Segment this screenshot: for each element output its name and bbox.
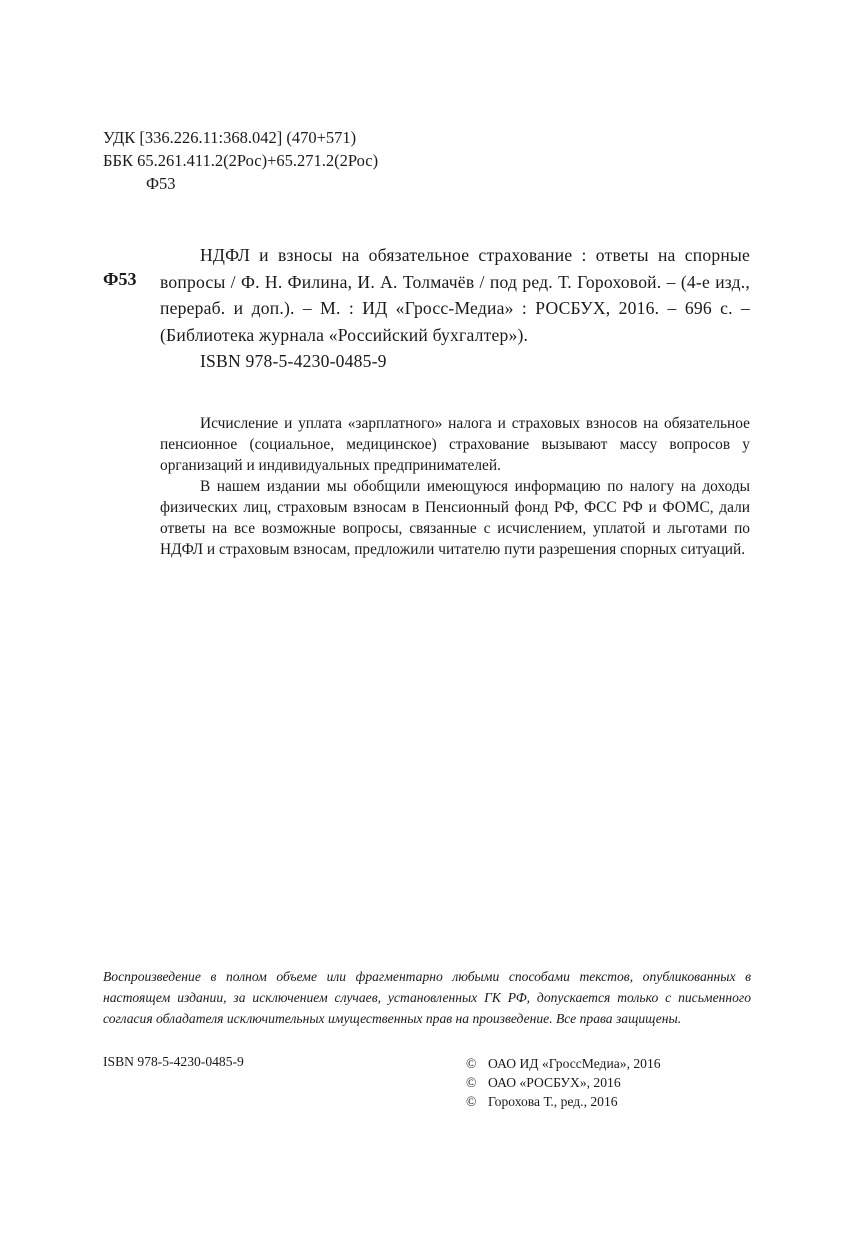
annotation bbox=[160, 413, 750, 560]
copyright-holder: ОАО ИД «ГроссМедиа», 2016 bbox=[488, 1056, 661, 1071]
copyright-line bbox=[466, 1054, 661, 1073]
copyright-list bbox=[466, 1054, 661, 1111]
copyright-holder: Горохова Т., ред., 2016 bbox=[488, 1094, 618, 1109]
bibliographic-entry bbox=[160, 242, 750, 375]
copyright-icon: © bbox=[466, 1075, 477, 1090]
bibliographic-description: НДФЛ и взносы на обязательное страхование : ответы на спорные вопросы / Ф. Н. Филина, И. А. Толмачёв / под ред. Т. Гороховой. – (4-е изд., перераб. и доп.). – М. : ИД «Гросс-Медиа» : РОСБУХ, 2016. – 696 с. – (Библиотека журнала «Российский бухгалтер»). bbox=[160, 245, 750, 345]
annotation-paragraph-2: В нашем издании мы обобщили имеющуюся информацию по налогу на доходы физических лиц, страховым взносам в Пенсионный фонд РФ, ФСС РФ и ФОМС, дали ответы на все возможные вопросы, связанные с исчислением, уплатой и льготами по НДФЛ и страховым взносам, предложили читателю пути разрешения спорных ситуаций. bbox=[160, 478, 750, 558]
classification-block bbox=[103, 126, 378, 195]
annotation-paragraph-1: Исчисление и уплата «зарплатного» налога и страховых взносов на обязательное пенсионное (социальное, медицинское) страхование вызывают массу вопросов у организаций и индивидуальных предпринимателей. bbox=[160, 415, 750, 474]
copyright-icon: © bbox=[466, 1094, 477, 1109]
side-author-mark: Ф53 bbox=[103, 269, 137, 289]
bbk-code: ББК 65.261.411.2(2Рос)+65.271.2(2Рос) bbox=[103, 151, 379, 170]
copyright-holder: ОАО «РОСБУХ», 2016 bbox=[488, 1075, 621, 1090]
copyright-line bbox=[466, 1092, 661, 1111]
copyright-line bbox=[466, 1073, 661, 1092]
author-mark: Ф53 bbox=[146, 174, 176, 193]
copyright-icon: © bbox=[466, 1056, 477, 1071]
bibliographic-isbn: ISBN 978-5-4230-0485-9 bbox=[200, 351, 387, 371]
udk-code: УДК [336.226.11:368.042] (470+571) bbox=[103, 128, 357, 147]
rights-notice: Воспроизведение в полном объеме или фрагментарно любыми способами текстов, опубликованных в настоящем издании, за исключением случаев, установленных ГК РФ, допускается только с письменного согласия обладателя исключительных имущественных прав на произведение. Все права защищены. bbox=[103, 969, 751, 1026]
footer-isbn: ISBN 978-5-4230-0485-9 bbox=[103, 1054, 244, 1069]
